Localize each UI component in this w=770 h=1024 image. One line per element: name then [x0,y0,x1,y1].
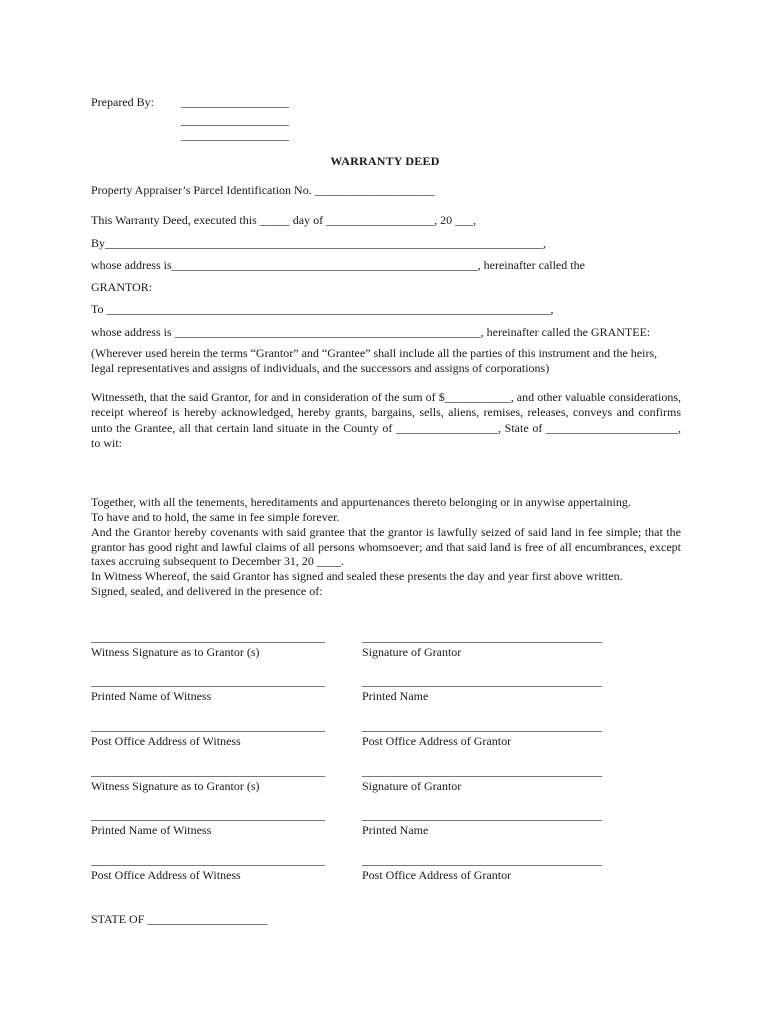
in-witness-clause: In Witness Whereof, the said Grantor has signed and sealed these presents the day and year first above written. [91,569,623,583]
together-clause: Together, with all the tenements, hereditaments and appurtenances thereto belonging or in anywise appertaining. [91,495,631,509]
have-and-hold-clause: To have and to hold, the same in fee simple forever. [91,510,340,524]
witness-signature-label-2: Witness Signature as to Grantor (s) [91,779,260,793]
witness-address-label-2: Post Office Address of Witness [91,868,241,882]
grantor-label: GRANTOR: [91,280,153,294]
grantor-printed-name-label-1: Printed Name [362,689,429,703]
witness-printed-name-label-2: Printed Name of Witness [91,823,212,837]
grantor-address-line[interactable]: whose address is___________________________________________________, hereinafter called the [91,258,585,272]
grantor-printed-name-line-1[interactable]: ________________________________________ [362,674,602,688]
grantor-printed-name-line-2[interactable]: ________________________________________ [362,808,602,822]
witness-signature-line-1[interactable]: _______________________________________ [91,630,325,644]
prepared-by-line-2[interactable]: __________________ [181,113,289,127]
document-title: WARRANTY DEED [330,154,440,168]
witness-signature-line-2[interactable]: _______________________________________ [91,764,325,778]
parcel-id-line[interactable]: Property Appraiser’s Parcel Identification No. ____________________ [91,183,435,197]
witness-address-line-2[interactable]: _______________________________________ [91,853,325,867]
executed-date-line[interactable]: This Warranty Deed, executed this _____ day of __________________, 20 ___, [91,213,477,227]
grantor-signature-label-1: Signature of Grantor [362,645,462,659]
grantor-address-line-sig-1[interactable]: ________________________________________ [362,719,602,733]
witnesseth-paragraph: Witnesseth, that the said Grantor, for and in consideration of the sum of $___________, and other valuable considerations, receipt whereof is hereby acknowledged, hereby grants, bargains, sells, aliens, remises, releases, conveys and confirms unto the Grantee, all that certain land situate in the County of _________________, State of ______________________, to wit: [91,390,681,451]
covenant-clause: And the Grantor hereby covenants with said grantee that the grantor is lawfully seized of said land in fee simple; that the grantor has good right and lawful claims of all persons whomsoever; and that said land is free of all encumbrances, except taxes accruing subsequent to December 31, 20 ____. [91,525,681,569]
grantor-signature-line-1[interactable]: ________________________________________ [362,630,602,644]
witness-address-line-1[interactable]: _______________________________________ [91,719,325,733]
grantor-name-line[interactable]: By_________________________________________________________________________, [91,236,547,250]
witness-printed-name-line-2[interactable]: _______________________________________ [91,808,325,822]
witness-address-label-1: Post Office Address of Witness [91,734,241,748]
grantor-address-line-sig-2[interactable]: ________________________________________ [362,853,602,867]
grantor-address-label-2: Post Office Address of Grantor [362,868,512,882]
signed-sealed-clause: Signed, sealed, and delivered in the presence of: [91,584,323,598]
grantor-signature-label-2: Signature of Grantor [362,779,462,793]
state-of-line[interactable]: STATE OF ____________________ [91,912,268,926]
definitions-paragraph: (Wherever used herein the terms “Grantor” and “Grantee” shall include all the parties of this instrument and the heirs, legal representatives and assigns of individuals, and the successors and assigns of corporations) [91,346,658,375]
grantor-address-label-1: Post Office Address of Grantor [362,734,512,748]
grantee-address-line[interactable]: whose address is ___________________________________________________, hereinafter called the GRANTEE: [91,325,651,339]
grantor-signature-line-2[interactable]: ________________________________________ [362,764,602,778]
prepared-by-line-3[interactable]: __________________ [181,128,289,142]
prepared-by-line-1[interactable]: __________________ [181,95,289,109]
witness-printed-name-line-1[interactable]: _______________________________________ [91,674,325,688]
grantor-printed-name-label-2: Printed Name [362,823,429,837]
prepared-by-label: Prepared By: [91,95,154,109]
grantee-name-line[interactable]: To __________________________________________________________________________, [91,302,554,316]
witness-signature-label-1: Witness Signature as to Grantor (s) [91,645,260,659]
witness-printed-name-label-1: Printed Name of Witness [91,689,212,703]
